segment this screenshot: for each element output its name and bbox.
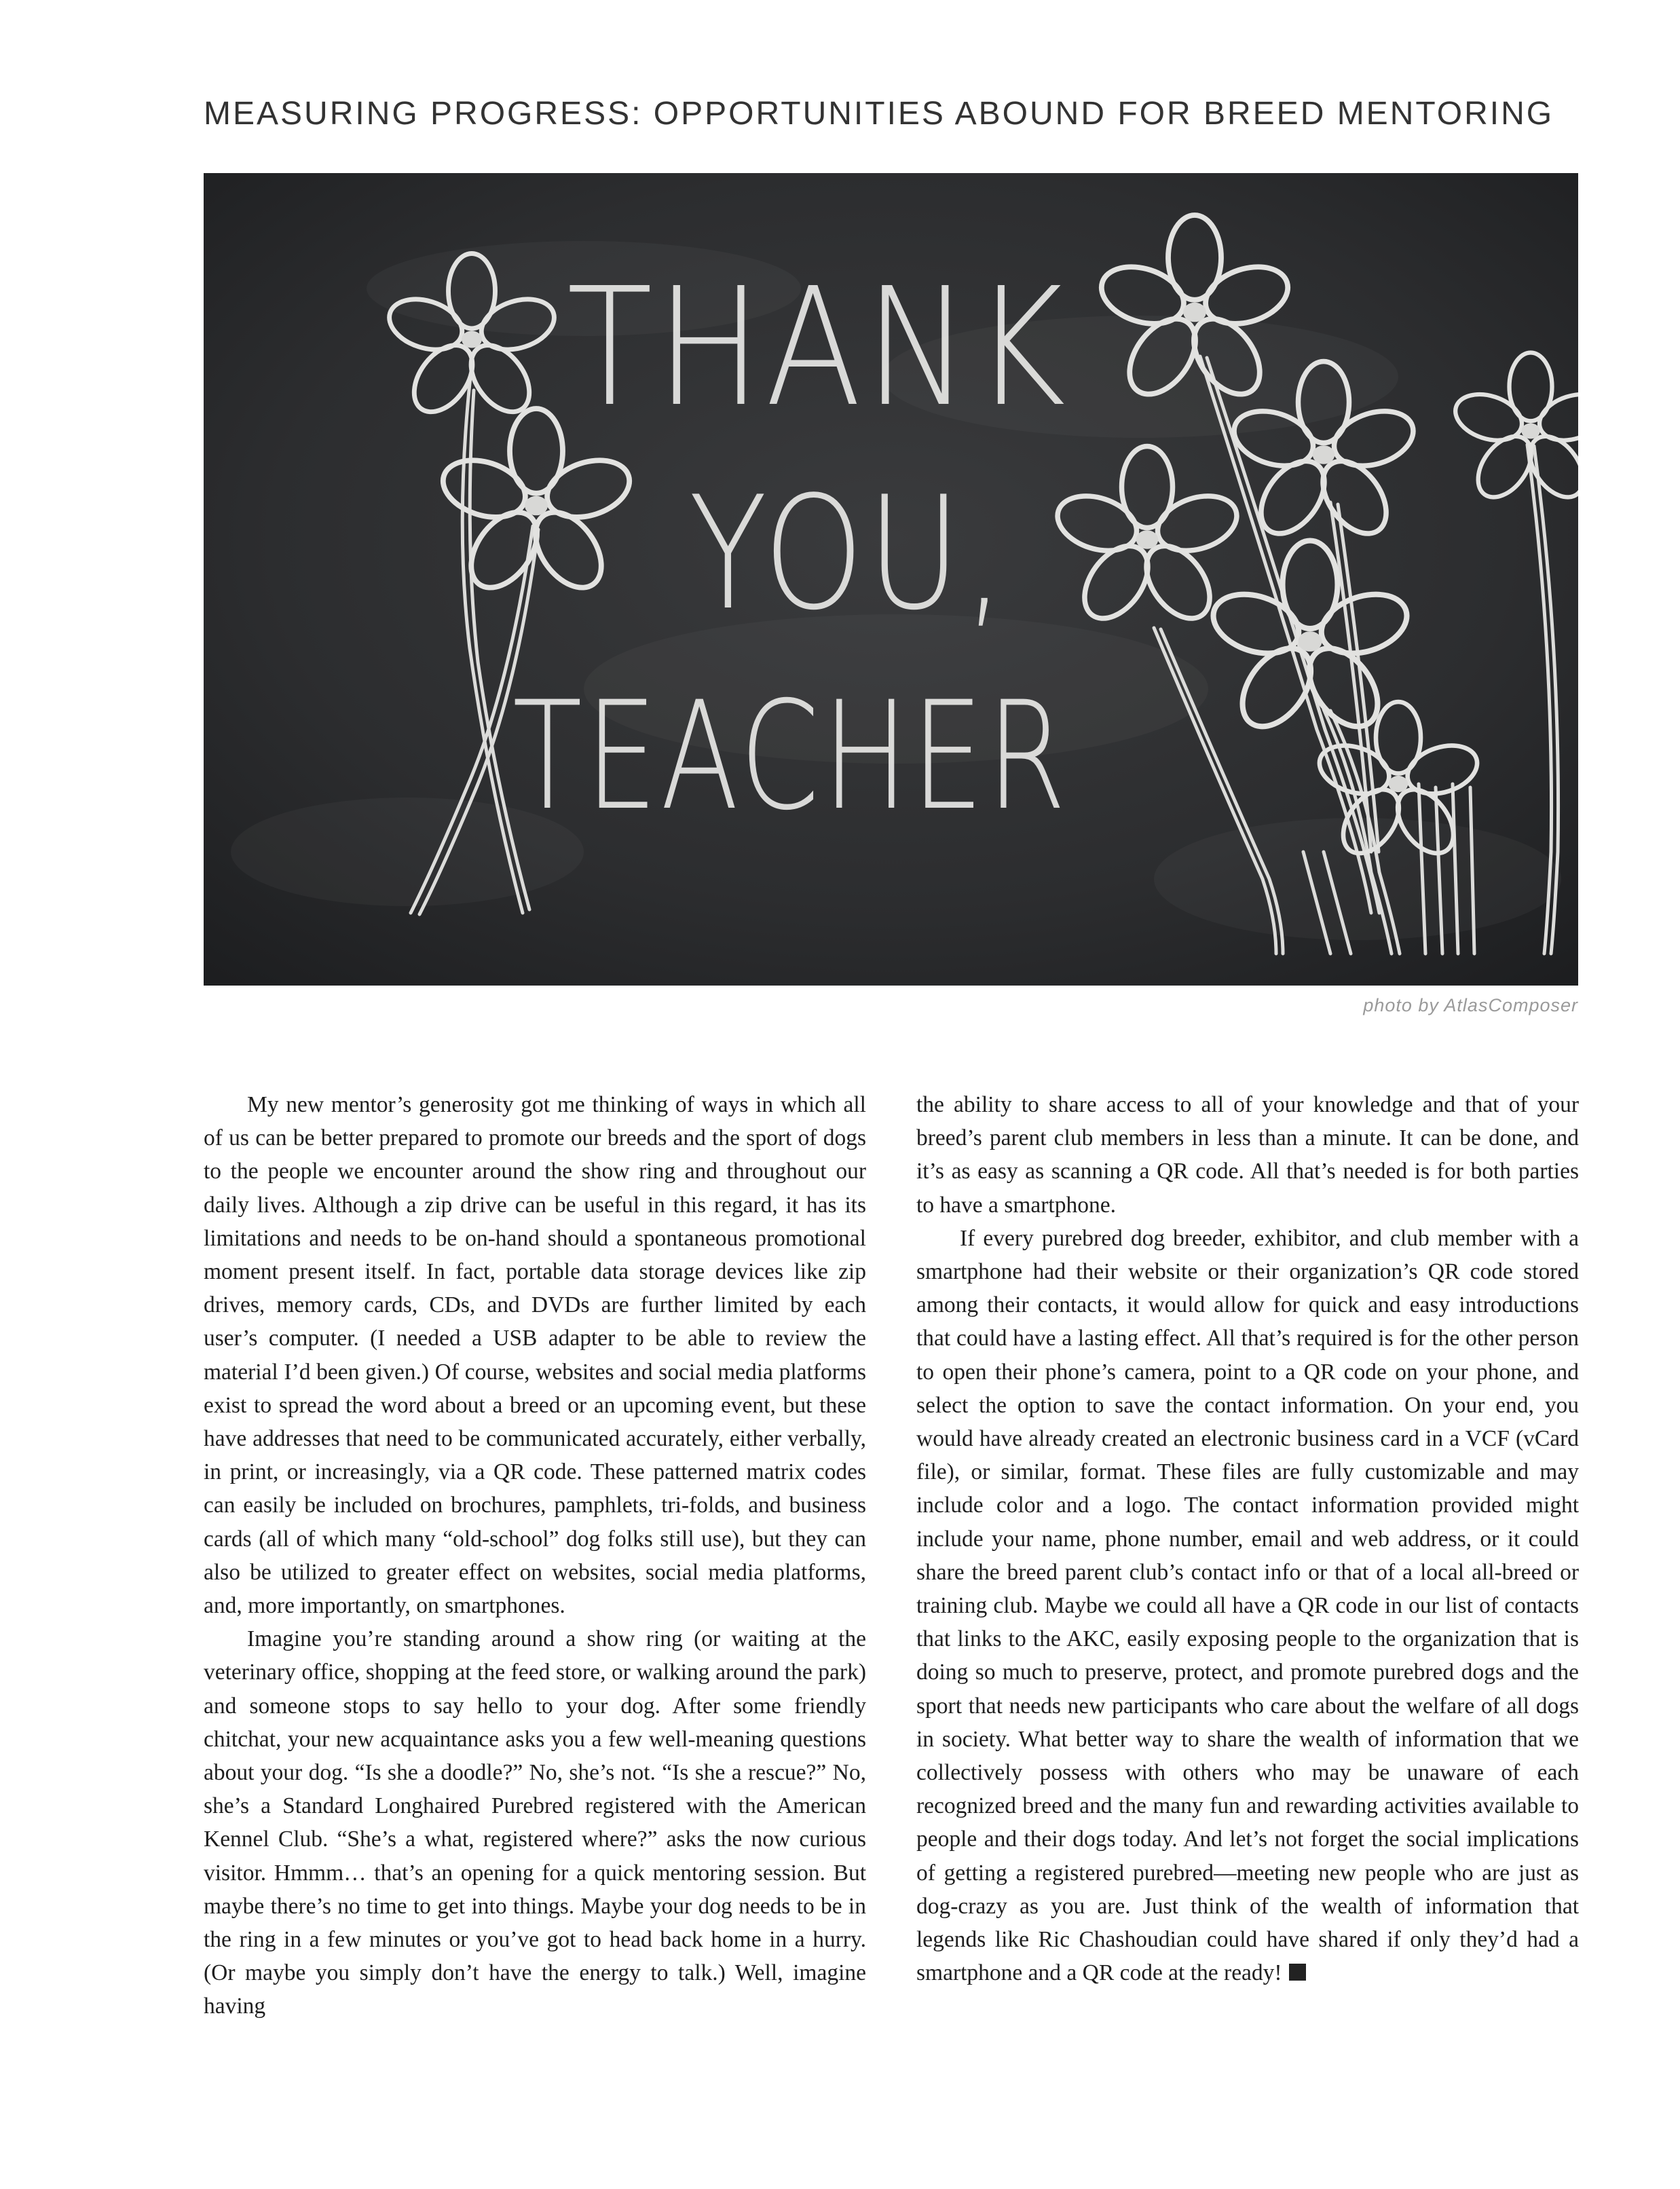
body-paragraph-final <box>916 1222 1579 1990</box>
body-paragraph: My new mentor’s generosity got me thinking of ways in which all of us can be better prepared to promote our breeds and the sport of dogs to the people we encounter around the show ring and throughout our daily lives. Although a zip drive can be useful in this regard, it has its limitations and needs to be on-hand should a spontaneous promotional moment present itself. In fact, portable data storage devices like zip drives, memory cards, CDs, and DVDs are further limited by each user’s computer. (I needed a USB adapter to be able to review the material I’d been given.) Of course, websites and social media platforms exist to spread the word about a breed or an upcoming event, but these have addresses that need to be communicated accurately, either verbally, in print, or increasingly, via a QR code. These patterned matrix codes can easily be included on brochures, pamphlets, tri-folds, and business cards (all of which many “old-school” dog folks still use), but they can also be utilized to greater effect on websites, social media platforms, and, more importantly, on smartphones. <box>204 1092 866 1619</box>
chalk-line-you: YOU, <box>689 464 1008 645</box>
article-column-right <box>916 1088 1579 1989</box>
body-paragraph: Imagine you’re standing around a show ring (or waiting at the veterinary office, shopping at the feed store, or walking around the park) and someone stops to say hello to your dog. After some friendly chitchat, your new acquaintance asks you a few well-meaning questions about your dog. “Is she a doodle?” No, she’s not. “Is she a rescue?” No, she’s a Standard Longhaired Purebred registered with the American Kennel Club. “She’s a what, registered where?” asks the now curious visitor. Hmmm… that’s an opening for a quick mentoring session. But maybe there’s no time to get into things. Maybe your dog needs to be in the ring in a few minutes or you’ve got to head back home in a hurry. (Or maybe you simply don’t have the energy to talk.) Well, imagine having <box>204 1626 866 2019</box>
final-paragraph-text: If every purebred dog breeder, exhibitor, and club member with a smartphone had their website or their organization’s QR code stored among their contacts, it would allow for quick and easy introductions that could have a lasting effect. All that’s required is for the other person to open their phone’s camera, point to a QR code on your phone, and select the option to save the contact information. On your end, you would have already created an electronic business card in a VCF (vCard file), or similar, format. These files are fully customizable and may include color and a logo. The contact information provided might include your name, phone number, email and web address, or it could share the breed parent club’s contact info or that of a local all-breed or training club. Maybe we could all have a QR code in our list of contacts that links to the AKC, easily exposing people to the organization that is doing so much to preserve, protect, and promote purebred dogs and the sport that needs new participants who care about the welfare of all dogs in society. What better way to share the wealth of information that we collectively possess with others who may be unaware of each recognized breed and the many fun and rewarding activities available to people and their dogs today. And let’s not forget the social implications of getting a registered purebred—meeting new people who are just as dog-crazy as you are. Just think of the wealth of information that legends like Ric Chashoudian could have shared if only they’d had a smartphone and a QR code at the ready! <box>916 1225 1579 1986</box>
body-paragraph-continued: the ability to share access to all of your knowledge and that of your breed’s parent club members in less than a minute. It can be done, and it’s as easy as scanning a QR code. All that’s needed is for both parties to have a smartphone. <box>916 1092 1579 1218</box>
article-headline: MEASURING PROGRESS: OPPORTUNITIES ABOUND FOR BREED MENTORING <box>204 96 1554 132</box>
chalkboard-photo <box>204 173 1578 986</box>
end-of-article-mark <box>1289 1964 1306 1981</box>
photo-credit: photo by AtlasComposer <box>1363 995 1578 1015</box>
chalk-line-thank: THANK <box>567 252 1069 443</box>
article-column-left <box>204 1088 866 2023</box>
chalk-line-teacher: TEACHER <box>512 669 1069 843</box>
